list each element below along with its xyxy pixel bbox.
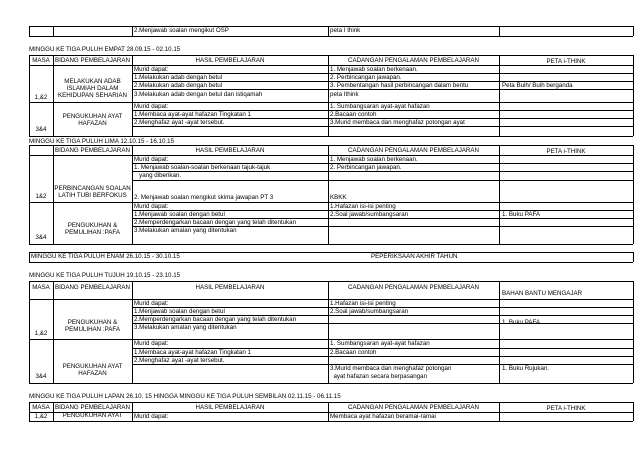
cadangan-cell: 2.Bacaan contoh — [330, 349, 377, 356]
bidang-cell: PENGUKUHAN & — [67, 319, 118, 326]
hasil-cell: 2.Melakukan adab dengan betul — [134, 82, 223, 89]
masa-cell: 1,&2 — [34, 330, 48, 337]
cadangan-cell: 2.Soal jawab/sumbangsaran — [330, 211, 409, 218]
column-header: BIDANG PEMBELAJARAN — [55, 404, 130, 411]
hasil-cell: Murid dapat: — [134, 156, 169, 163]
bidang-cell: MELAKUKAN ADAB — [64, 78, 121, 85]
week-title: MINGGU KE TIGA PULUH LAPAN 26.10. 15 HINGGA MINGGU KE TIGA PULUH SEMBILAN 02.11.15 - 06.11.15 — [29, 393, 341, 400]
cadangan-cell: 3. Pembentangan hasil perbincangan dalam bentu — [330, 82, 469, 89]
masa-cell: 1&2 — [35, 193, 47, 200]
hasil-cell: 1.Melakukan adab dengan betul — [134, 74, 223, 81]
column-header: PETA i-THINK — [546, 405, 586, 412]
cadangan-cell: 1. Sumbangsaran ayat-ayat hafazan — [330, 340, 430, 347]
hasil-cell: 2. Menjawab soalan mengikut skima jawapan PT 3 — [134, 194, 274, 201]
bidang-cell: ISLAMIAH DALAM — [66, 85, 119, 92]
bidang-cell: PEMULIHAN :PAFA — [65, 326, 120, 333]
cadangan-cell: 1. Menjawab soalan berkenaan. — [330, 66, 418, 73]
table-cell: peta I think — [330, 27, 361, 34]
hasil-cell: 2.Menghafaz ayat -ayat tersebut. — [134, 357, 225, 364]
cadangan-cell: 1.Hafazan isi-isi penting — [330, 203, 396, 210]
column-header: HASIL PEMBELAJARAN — [195, 284, 265, 291]
column-header: PETA i-THINK — [546, 148, 586, 155]
week-title: MINGGU KE TIGA PULUH EMPAT 28.09.15 - 02.10.15 — [29, 46, 181, 53]
column-header: MASA — [32, 404, 50, 411]
hasil-cell: 1. Menjawab soalan-soalan berkenaan tajuk-tajuk — [134, 164, 271, 171]
table-cell: 2.Menjawab soalan mengikut OSP — [134, 27, 229, 34]
hasil-cell: 3.Melakukan amalan yang ditentukan — [134, 227, 237, 234]
cadangan-cell: peta Ithink — [330, 91, 359, 98]
hasil-cell: Murid dapat: — [134, 413, 169, 420]
cadangan-cell: ayat hafazan secara berpasangan — [330, 373, 428, 380]
column-header: CADANGAN PENGALAMAN PEMBELAJARAN — [347, 284, 479, 291]
peta-cell: 1. Buku PAFA. — [502, 319, 542, 326]
hasil-cell: Murid dapat: — [134, 300, 169, 307]
column-header: HASIL PEMBELAJARAN — [195, 404, 265, 411]
cadangan-cell: 2.Soal jawab/sumbangsaran — [330, 308, 409, 315]
bidang-cell: PENGUKUHAN & — [67, 222, 118, 229]
column-header: BIDANG PEMBELAJARAN — [55, 147, 130, 154]
peta-cell: 1. Buku Rujukan. — [502, 365, 550, 372]
column-header: CADANGAN PENGALAMAN PEMBELAJARAN — [347, 147, 479, 154]
masa-cell: 1,&2 — [34, 94, 48, 101]
masa-cell: 1,&2 — [34, 413, 48, 420]
masa-cell: 3&4 — [35, 373, 47, 380]
hasil-cell: Murid dapat: — [134, 103, 169, 110]
bidang-cell: LATIH TUBI BERFOKUS — [58, 192, 127, 199]
column-header: HASIL PEMBELAJARAN — [195, 147, 265, 154]
hasil-cell: Murid dapat: — [134, 66, 169, 73]
bidang-cell: PENGUKUHAN AYAT — [62, 113, 123, 120]
cadangan-cell: 3.Murid membaca dan menghafaz potongan — [330, 365, 452, 372]
bidang-cell: HAFAZAN — [78, 370, 107, 377]
bidang-cell: KEHIDUPAN SEHARIAN — [58, 92, 127, 99]
exam-note: PEPERIKSAAN AKHIR TAHUN — [371, 253, 458, 260]
peta-cell: 1. Buku PAFA — [502, 211, 541, 218]
cadangan-cell: KBKK — [330, 194, 347, 201]
masa-cell: 3&4 — [35, 234, 47, 241]
week-title: MINGGU KE TIGA PULUH TUJUH 19.10.15 - 23.10.15 — [29, 272, 181, 279]
hasil-cell: 2.Menghafaz ayat -ayat tersebut. — [134, 119, 225, 126]
hasil-cell: Murid dapat: — [134, 340, 169, 347]
column-header: CADANGAN PENGALAMAN PEMBELAJARAN — [347, 57, 479, 64]
peta-cell: Peta Buih/ Buih berganda — [502, 82, 573, 89]
column-header: PETA i-THINK — [546, 58, 586, 65]
masa-cell: 3&4 — [35, 126, 47, 133]
bidang-cell: PERBINCANGAN SOALAN — [54, 185, 131, 192]
cadangan-cell: 1. Menjawab soalan berkenaan. — [330, 156, 418, 163]
cadangan-cell: 1.Hafazan isi-isi penting — [330, 300, 396, 307]
hasil-cell: 2.Memperdengarkan bacaan dengan yang telah ditentukan — [134, 219, 297, 226]
hasil-cell: 3.Melakukan amalan yang ditentukan — [134, 324, 237, 331]
column-header: BIDANG PEMBELAJARAN — [55, 57, 130, 64]
bidang-cell: PENGUKUHAN AYAT — [62, 363, 123, 370]
cadangan-cell: 2. Perbincangan jawapan. — [330, 74, 402, 81]
column-header: CADANGAN PENGALAMAN PEMBELAJARAN — [347, 404, 479, 411]
hasil-cell: yang diberikan. — [134, 172, 182, 179]
column-header: MASA — [32, 57, 50, 64]
hasil-cell: 1.Membaca ayat-ayat hafazan Tingkatan 1 — [134, 111, 251, 118]
cadangan-cell: 2. Perbincangan jawapan. — [330, 164, 402, 171]
week-title: MINGGU KE TIGA PULUH ENAM 26.10.15 - 30.10.15 — [31, 253, 180, 260]
column-header: HASIL PEMBELAJARAN — [195, 57, 265, 64]
cadangan-cell: 3.Murid membaca dan menghafaz potongan ayat — [330, 119, 465, 126]
hasil-cell: 1.Menjawab soalan dengan betul — [134, 211, 225, 218]
bidang-cell: PENGUKUHAN AYAT — [62, 412, 123, 419]
hasil-cell: 1.Membaca ayat-ayat hafazan Tingkatan 1 — [134, 349, 251, 356]
week-title: MINGGU KE TIGA PULUH LIMA 12.10.15 - 16.10.15 — [29, 138, 175, 145]
hasil-cell: 3.Melakukan adab dengan betul dan istiqamah — [134, 91, 263, 98]
column-header: MASA — [32, 284, 50, 291]
hasil-cell: 1.Menjawab soalan dengan betul — [134, 308, 225, 315]
bidang-cell: HAFAZAN — [78, 120, 107, 127]
column-header: BIDANG PEMBELAJARAN — [55, 284, 130, 291]
cadangan-cell: Membaca ayat hafazan beramai-ramai — [330, 413, 436, 420]
column-header: BAHAN BANTU MENGAJAR — [502, 290, 583, 297]
bidang-cell: PEMULIHAN :PAFA — [65, 229, 120, 236]
hasil-cell: Murid dapat: — [134, 203, 169, 210]
hasil-cell: 2.Memperdengarkan bacaan dengan yang telah ditentukan — [134, 316, 297, 323]
cadangan-cell: 2.Bacaan contoh — [330, 111, 377, 118]
cadangan-cell: 1. Sumbangsaran ayat-ayat hafazan — [330, 103, 430, 110]
